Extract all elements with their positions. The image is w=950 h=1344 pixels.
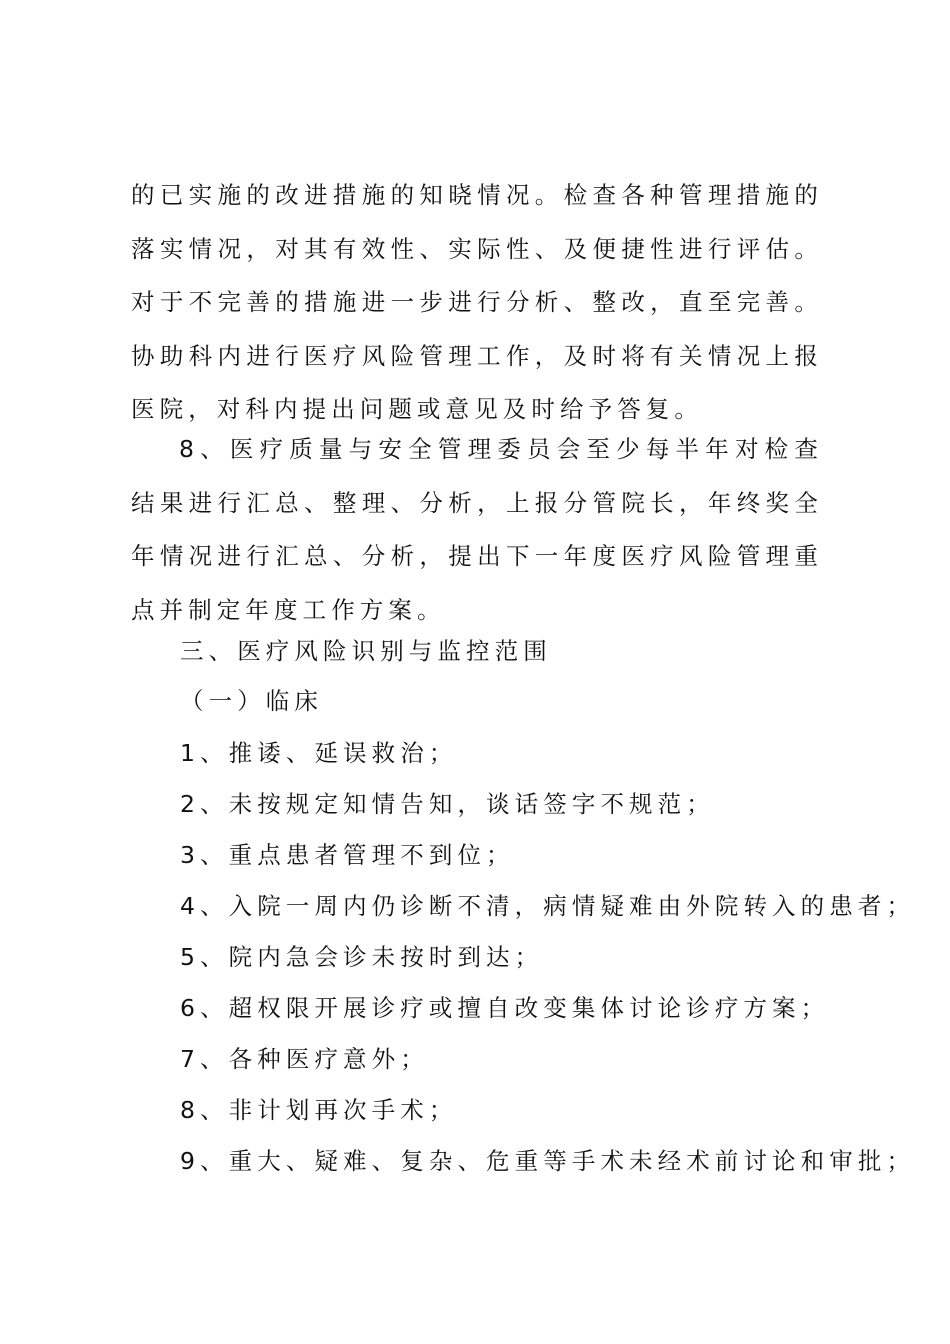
section-heading: 三、医疗风险识别与监控范围	[180, 637, 552, 665]
paragraph-item-8: 8、医疗质量与安全管理委员会至少每半年对检查结果进行汇总、整理、分析，上报分管院长，年终奖全年情况进行汇总、分析，提出下一年度医疗风险管理重点并制定年度工作方案。	[131, 435, 823, 624]
list-item: 9、重大、疑难、复杂、危重等手术未经术前讨论和审批；	[180, 1147, 916, 1175]
list-item: 5、院内急会诊未按时到达；	[180, 943, 544, 971]
list-item: 7、各种医疗意外；	[180, 1045, 429, 1073]
list-item: 1、推诿、延误救治；	[180, 739, 458, 767]
paragraph-improvement-measures: 的已实施的改进措施的知晓情况。检查各种管理措施的落实情况，对其有效性、实际性、及便捷性进行评估。对于不完善的措施进一步进行分析、整改，直至完善。协助科内进行医疗风险管理工作，及时将有关情况上报医院，对科内提出问题或意见及时给予答复。	[131, 181, 823, 423]
list-item: 2、未按规定知情告知，谈话签字不规范；	[180, 790, 715, 818]
list-item: 6、超权限开展诊疗或擅自改变集体讨论诊疗方案；	[180, 994, 830, 1022]
list-item: 8、非计划再次手术；	[180, 1096, 458, 1124]
list-item: 4、入院一周内仍诊断不清，病情疑难由外院转入的患者；	[180, 892, 916, 920]
list-item: 3、重点患者管理不到位；	[180, 841, 515, 869]
subsection-heading: （一）临床	[180, 687, 323, 715]
